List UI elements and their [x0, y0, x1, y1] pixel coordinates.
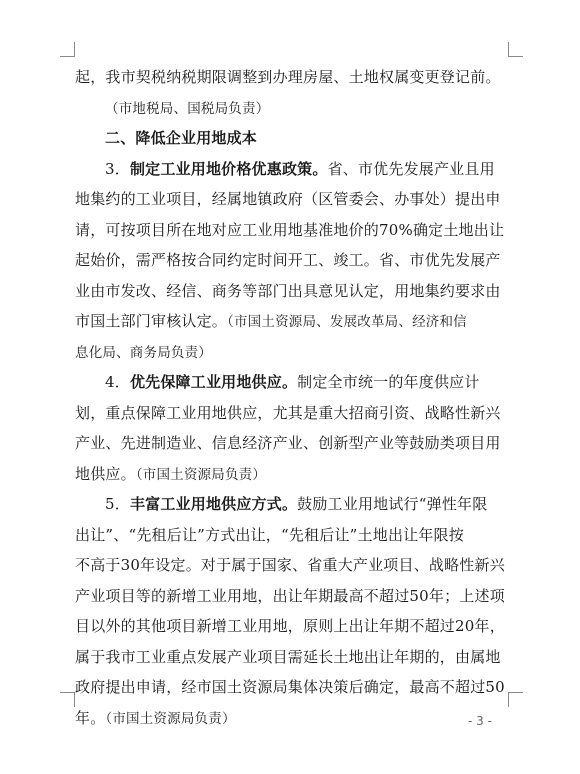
- item-5-lead: 丰富工业用地供应方式。: [129, 495, 298, 513]
- text-line: 属于我市工业重点发展产业项目需延长土地出让年期的，由属地: [75, 647, 501, 666]
- crop-mark-bottom-right: [508, 692, 523, 707]
- item-4-number: 4．: [105, 373, 130, 391]
- text-line: 息化局、商务局负责）: [75, 344, 212, 361]
- document-body: [75, 62, 507, 733]
- crop-mark-top-right: [508, 42, 523, 57]
- text-line: 起，我市契税纳税期限调整到办理房屋、土地权属变更登记前。: [75, 68, 501, 86]
- item-4-lead: 优先保障工业用地供应。: [129, 373, 298, 391]
- item-5-number: 5．: [105, 495, 130, 513]
- text-line: 出让”、“先租后让”方式出让，“先租后让”土地出让年限按: [75, 525, 464, 544]
- text-line: 业由市发改、经信、商务等部门出具意见认定，用地集约要求由: [75, 281, 501, 300]
- page-number: - 3 -: [468, 714, 492, 728]
- text-line: 政府提出申请，经市国土资源局集体决策后确定，最高不超过50: [75, 678, 505, 696]
- crop-mark-top-left: [60, 42, 75, 57]
- section-heading: 二、降低企业用地成本: [105, 129, 258, 147]
- item-3-number: 3．: [105, 159, 130, 178]
- text-line: 地供应。（市国土资源局负责）: [75, 464, 267, 483]
- item-3-lead: 制定工业用地价格优惠政策。: [129, 159, 328, 178]
- text-line: 起始价，需严格按合同约定时间开工、竣工。省、市优先发展产: [75, 251, 501, 269]
- text-line: 地集约的工业项目，经属地镇政府（区管委会、办事处）提出申: [75, 190, 501, 208]
- text-line: （市地税局、国税局负责）: [105, 100, 270, 117]
- text-line: 产业、先进制造业、信息经济产业、创新型产业等鼓励类项目用: [75, 434, 501, 452]
- crop-mark-bottom-left: [60, 692, 75, 707]
- text-line: 产业项目等的新增工业用地，出让年期最高不超过50年；上述项: [75, 586, 505, 605]
- item-3-line: 3．制定工业用地价格优惠政策。省、市优先发展产业且用: [105, 159, 495, 178]
- item-4-line: 4．优先保障工业用地供应。制定全市统一的年度供应计: [105, 373, 480, 391]
- item-5-line: 5．丰富工业用地供应方式。鼓励工业用地试行“弹性年限: [105, 495, 488, 513]
- text-line: 市国土部门审核认定。（市国土资源局、发展改革局、经济和信: [75, 312, 467, 330]
- text-line: 不高于30年设定。对于属于国家、省重大产业项目、战略性新兴: [75, 556, 505, 574]
- text-line: 年。（市国土资源局负责）: [75, 708, 236, 727]
- text-line: 目以外的其他项目新增工业用地，原则上出让年期不超过20年，: [75, 617, 505, 635]
- text-line: 请，可按项目所在地对应工业用地基准地价的70%确定土地出让: [75, 220, 505, 239]
- text-line: 划，重点保障工业用地供应，尤其是重大招商引资、战略性新兴: [75, 403, 501, 422]
